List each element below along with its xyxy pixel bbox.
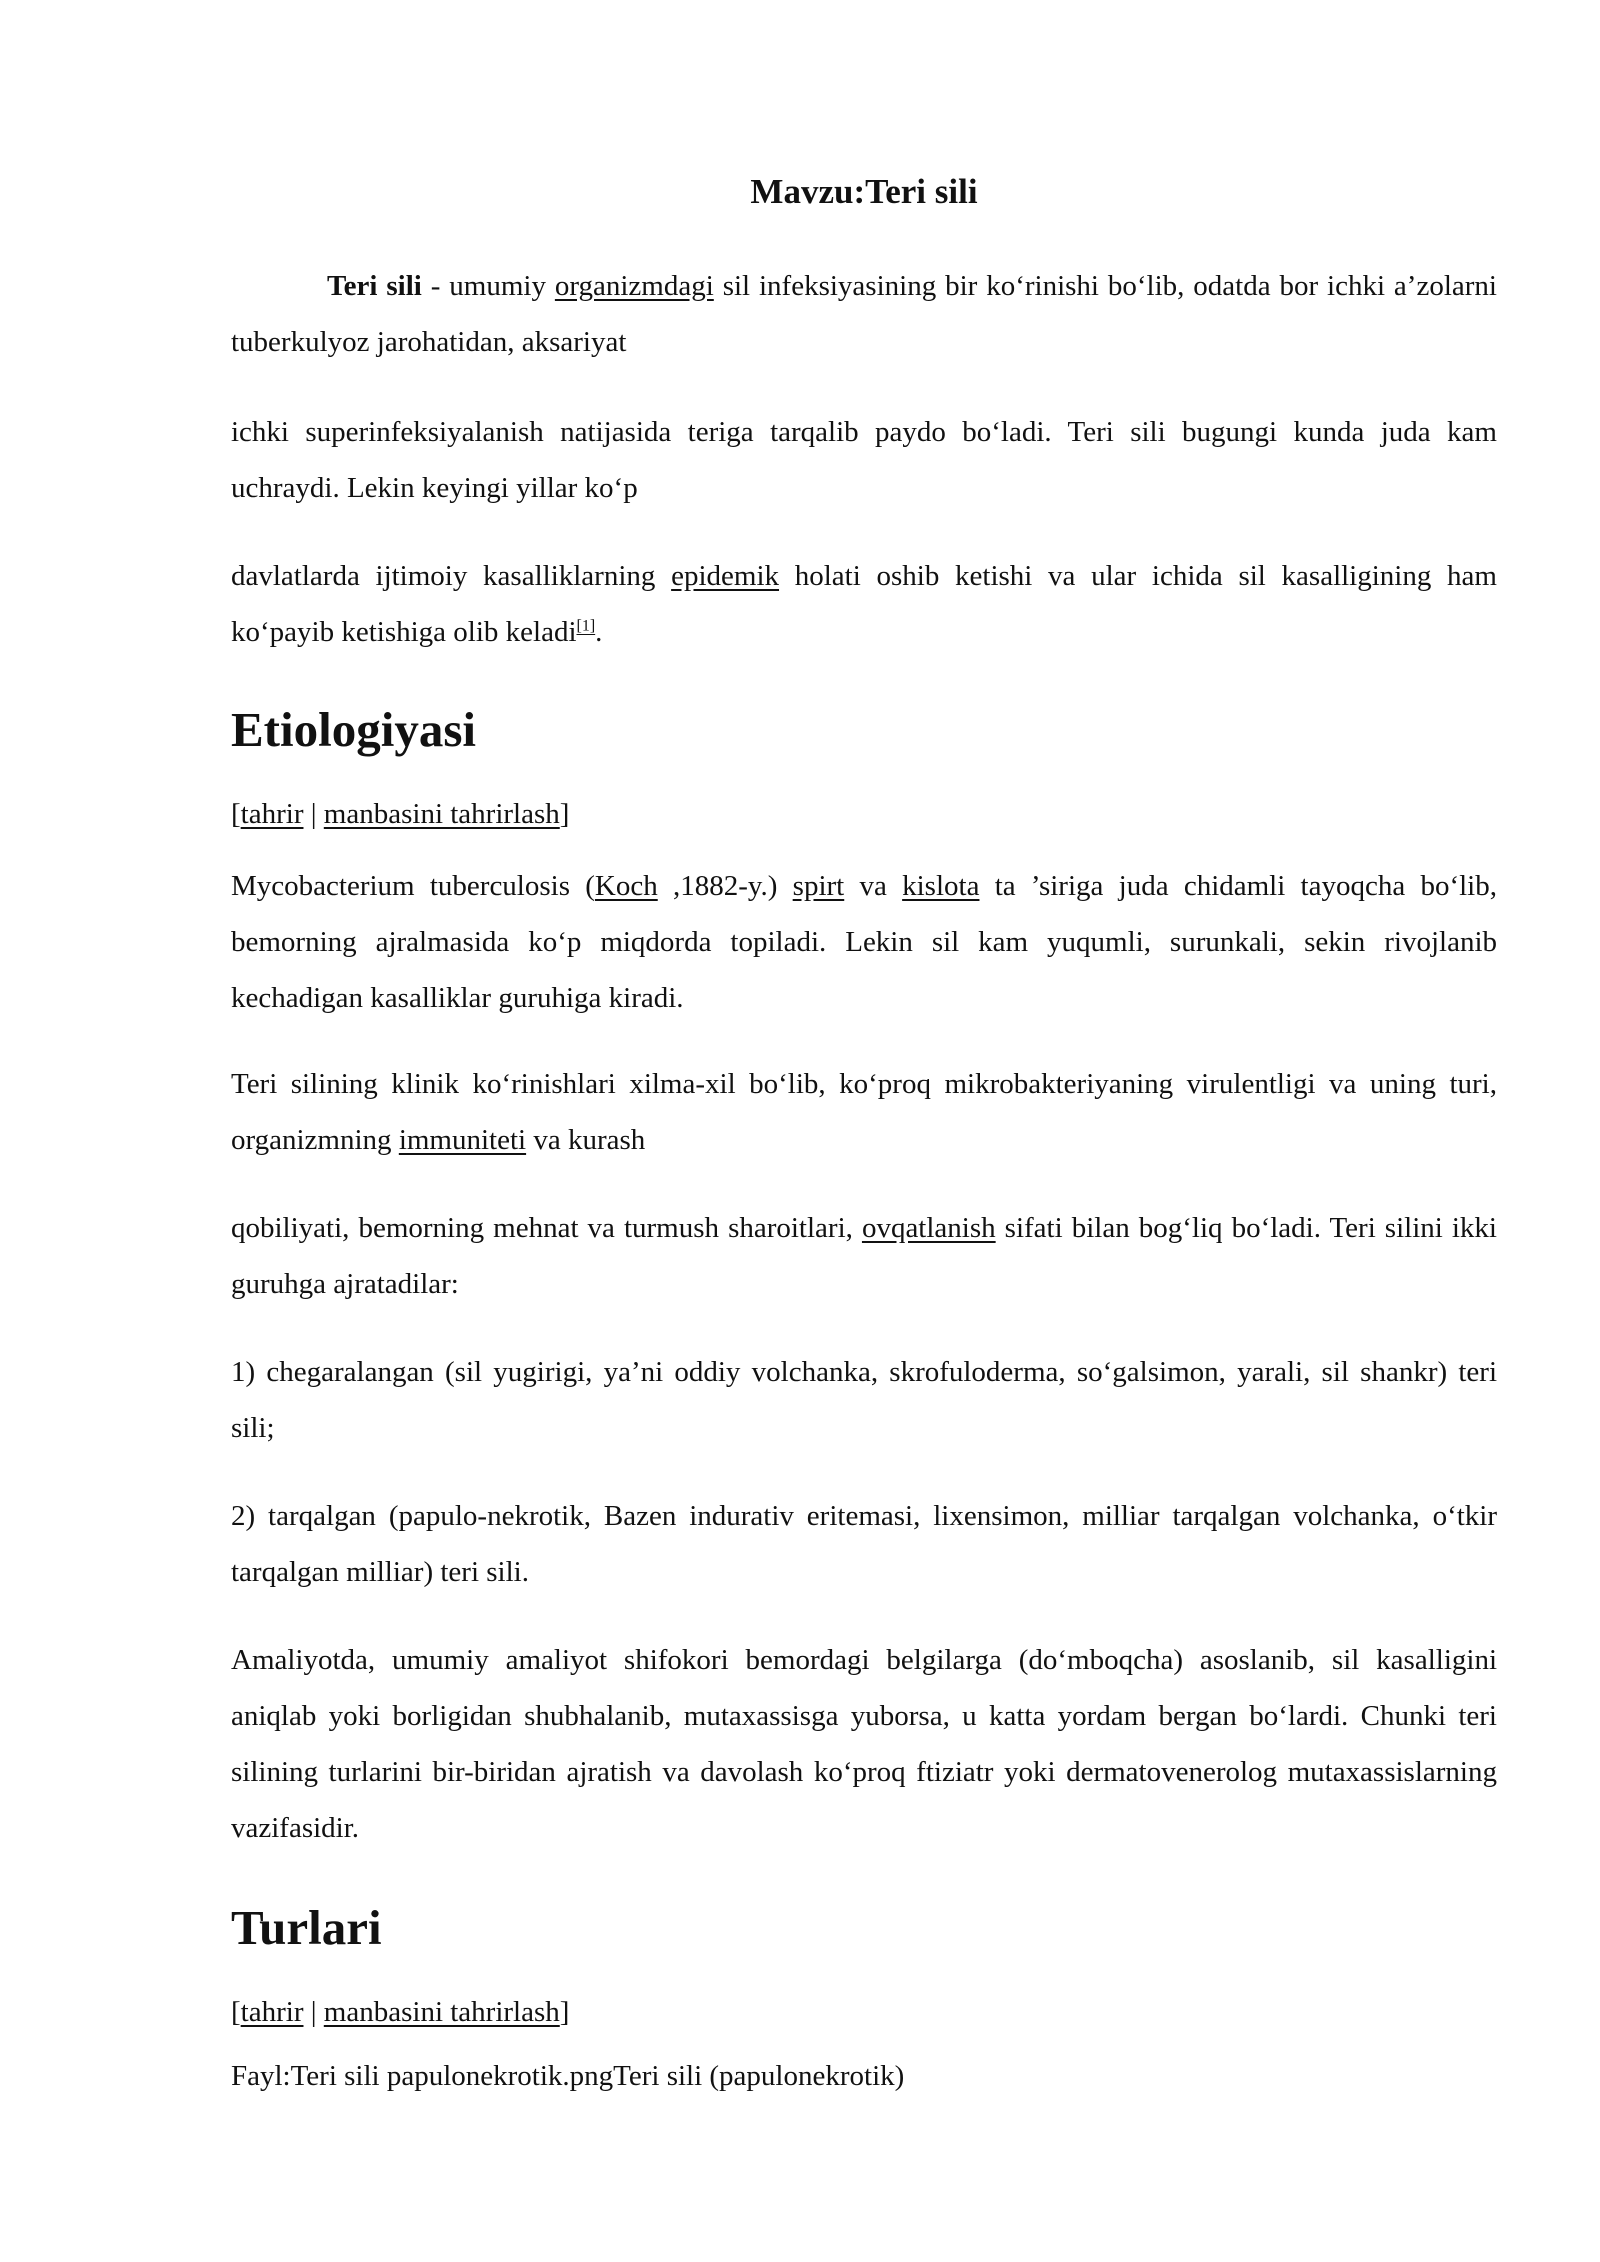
- separator: |: [303, 798, 324, 830]
- separator: |: [303, 1996, 324, 2028]
- body-text: ta ’siriga juda chidamli tayoqcha bo‘lib, bemorning ajralmasida ko‘p miqdorda topiladi. Lekin sil kam yuqumli, surunkali, sekin rivojlanib kechadigan kasalliklar guruhiga kiradi.: [231, 870, 1497, 1014]
- intro-text: - umumiy: [421, 270, 555, 302]
- section-edit-links: [231, 786, 569, 842]
- bracket: [: [231, 1996, 241, 2028]
- etiologiya-paragraph-2: [231, 1056, 1497, 1168]
- intro-text: .: [595, 616, 603, 648]
- body-text: va: [844, 870, 903, 902]
- body-text: ,1882-y.): [657, 870, 793, 902]
- intro-paragraph-2: ichki superinfeksiyalanish natijasida teriga tarqalib paydo bo‘ladi. Teri sili bugungi kunda juda kam uchraydi. Lekin keyingi yillar ko‘p: [231, 416, 1497, 504]
- list-item-2: 2) tarqalgan (papulo-nekrotik, Bazen indurativ eritemasi, lixensimon, milliar tarqalgan volchanka, o‘tkir tarqalgan milliar) teri sili.: [231, 1500, 1497, 1588]
- etiologiya-paragraph-4: Amaliyotda, umumiy amaliyot shifokori bemordagi belgilarga (do‘mboqcha) asoslanib, sil kasalligini aniqlab yoki borligidan shubhalanib, mutaxassisga yuborsa, u katta yordam bergan bo‘lardi. Chunki teri silining turlarini bir-biridan ajratish va davolash ko‘proq ftiziatr yoki dermatovenerolog mutaxassislarning vazifasidir.: [231, 1644, 1497, 1844]
- section-edit-links: [231, 1984, 569, 2040]
- edit-link[interactable]: tahrir: [240, 1996, 304, 2028]
- intro-paragraph-3: [231, 548, 1497, 660]
- list-item-1: 1) chegaralangan (sil yugirigi, ya’ni oddiy volchanka, skrofuloderma, so‘galsimon, yarali, sil shankr) teri sili;: [231, 1356, 1497, 1444]
- intro-text: davlatlarda ijtimoiy kasalliklarning: [231, 560, 672, 592]
- etiologiya-paragraph-3: [231, 1200, 1497, 1312]
- body-text: Mycobacterium tuberculosis (: [231, 870, 595, 902]
- section-heading-etiologiyasi: Etiologiyasi: [231, 702, 477, 757]
- file-caption: Fayl:Teri sili papulonekrotik.pngTeri sili (papulonekrotik): [231, 2060, 905, 2092]
- section-heading-turlari: Turlari: [231, 1900, 382, 1955]
- link-immuniteti[interactable]: immuniteti: [398, 1124, 527, 1156]
- intro-text: sil infeksiyasining bir ko‘rinishi bo‘lib, odatda bor ichki a’zolarni tuberkulyoz jarohatidan, aksariyat: [231, 270, 1497, 358]
- intro-text: holati oshib ketishi va ular ichida sil kasalligining ham ko‘payib ketishiga olib keladi: [231, 560, 1497, 648]
- body-text: va kurash: [526, 1124, 646, 1156]
- link-kislota[interactable]: kislota: [902, 870, 980, 902]
- bracket: ]: [559, 798, 570, 830]
- page-title: Mavzu:Teri sili: [750, 172, 978, 211]
- edit-source-link[interactable]: manbasini tahrirlash: [323, 798, 560, 830]
- link-ovqatlanish[interactable]: ovqatlanish: [861, 1212, 996, 1244]
- body-text: sifati bilan bog‘liq bo‘ladi. Teri silini ikki guruhga ajratadilar:: [231, 1212, 1497, 1300]
- edit-link[interactable]: tahrir: [240, 798, 304, 830]
- bracket: ]: [559, 1996, 570, 2028]
- link-epidemik[interactable]: epidemik: [671, 560, 780, 592]
- etiologiya-paragraph-1: [231, 858, 1497, 1026]
- link-spirt[interactable]: spirt: [792, 870, 845, 902]
- link-koch[interactable]: Koch: [594, 870, 658, 902]
- link-organizmdagi[interactable]: organizmdagi: [554, 270, 714, 302]
- body-text: qobiliyati, bemorning mehnat va turmush sharoitlari,: [231, 1212, 862, 1244]
- edit-source-link[interactable]: manbasini tahrirlash: [323, 1996, 560, 2028]
- body-text: Teri silining klinik ko‘rinishlari xilma-xil bo‘lib, ko‘proq mikrobakteriyaning virulentligi va uning turi, organizmning: [231, 1068, 1497, 1156]
- intro-bold-term: Teri sili: [327, 270, 422, 302]
- reference-link[interactable]: [1]: [576, 617, 596, 635]
- bracket: [: [231, 798, 241, 830]
- intro-paragraph-1: [231, 258, 1497, 370]
